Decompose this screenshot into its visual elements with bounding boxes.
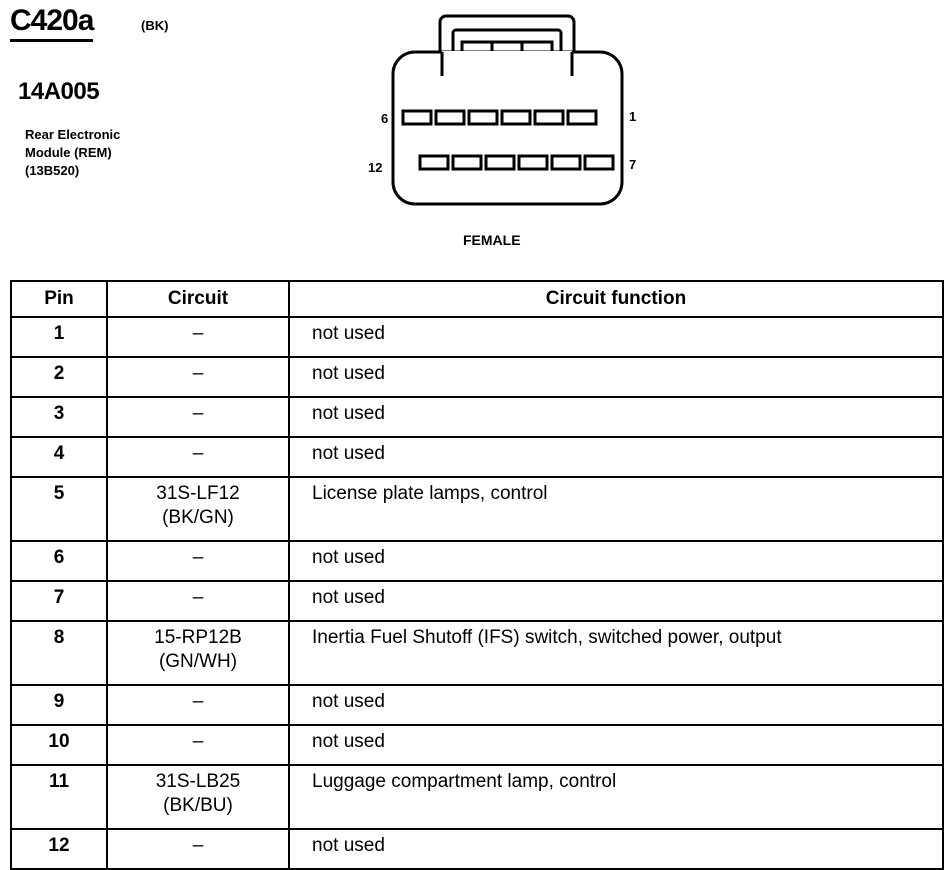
connector-id: C420a — [10, 4, 93, 42]
circuit-id: – — [192, 403, 204, 424]
table-row — [11, 685, 943, 725]
pin-label-bottom-left: 12 — [368, 160, 383, 175]
pin-table — [10, 280, 944, 870]
pin-label-top-right: 1 — [629, 109, 637, 124]
pin-table-header-row — [11, 281, 943, 317]
connector-gender-label: FEMALE — [463, 232, 521, 248]
circuit-cell — [107, 725, 289, 765]
circuit-wire-color: (GN/WH) — [158, 651, 238, 672]
circuit-cell — [107, 437, 289, 477]
pin-label-top-left: 6 — [381, 111, 389, 126]
circuit-cell — [107, 621, 289, 685]
function-column-header: Circuit function — [289, 281, 943, 317]
table-row — [11, 621, 943, 685]
module-description-line: (13B520) — [25, 163, 80, 178]
table-row — [11, 397, 943, 437]
pin-number-cell: 8 — [11, 621, 107, 685]
connector-latch-cover — [442, 51, 572, 57]
circuit-function-cell: not used — [289, 541, 943, 581]
terminal-cavity — [420, 156, 448, 169]
circuit-id: – — [192, 547, 204, 568]
circuit-function-cell: not used — [289, 357, 943, 397]
table-row — [11, 725, 943, 765]
circuit-id: – — [192, 835, 204, 856]
circuit-function-cell: not used — [289, 397, 943, 437]
circuit-cell — [107, 541, 289, 581]
pin-number-cell: 4 — [11, 437, 107, 477]
table-row — [11, 477, 943, 541]
terminal-cavity — [469, 111, 497, 124]
circuit-function-cell: not used — [289, 725, 943, 765]
terminal-cavity — [502, 111, 530, 124]
circuit-cell — [107, 581, 289, 621]
table-row — [11, 829, 943, 869]
circuit-id: 31S-LF12 — [156, 483, 240, 504]
connector-face-diagram — [360, 14, 660, 214]
module-description-line: Rear Electronic — [25, 127, 121, 142]
pin-number-cell: 12 — [11, 829, 107, 869]
table-row — [11, 437, 943, 477]
circuit-function-cell: not used — [289, 437, 943, 477]
circuit-function-cell: not used — [289, 581, 943, 621]
circuit-id: – — [192, 363, 204, 384]
circuit-wire-color: (BK/GN) — [162, 507, 234, 528]
pin-number-cell: 10 — [11, 725, 107, 765]
terminal-cavity — [403, 111, 431, 124]
circuit-id: – — [192, 323, 204, 344]
circuit-id: 15-RP12B — [154, 627, 242, 648]
circuit-function-cell: not used — [289, 317, 943, 357]
connector-body — [393, 52, 622, 204]
circuit-function-cell: not used — [289, 829, 943, 869]
circuit-id: – — [192, 691, 204, 712]
table-row — [11, 581, 943, 621]
table-row — [11, 357, 943, 397]
pin-label-bottom-right: 7 — [629, 157, 637, 172]
circuit-cell — [107, 357, 289, 397]
pin-number-cell: 11 — [11, 765, 107, 829]
pin-number-cell: 6 — [11, 541, 107, 581]
table-row — [11, 317, 943, 357]
module-description — [25, 126, 205, 180]
module-description-line: Module (REM) — [25, 145, 112, 160]
pin-column-header: Pin — [11, 281, 107, 317]
terminal-cavity — [519, 156, 547, 169]
connector-color-code: (BK) — [141, 18, 169, 33]
table-row — [11, 541, 943, 581]
circuit-wire-color: (BK/BU) — [163, 795, 233, 816]
circuit-id: – — [192, 731, 204, 752]
circuit-id: 31S-LB25 — [155, 771, 241, 792]
pin-table-body — [11, 317, 943, 869]
circuit-function-cell: Luggage compartment lamp, control — [289, 765, 943, 829]
circuit-function-cell: not used — [289, 685, 943, 725]
circuit-cell — [107, 685, 289, 725]
terminal-cavity — [486, 156, 514, 169]
terminal-cavity — [585, 156, 613, 169]
circuit-cell — [107, 477, 289, 541]
circuit-column-header: Circuit — [107, 281, 289, 317]
circuit-id: – — [192, 443, 204, 464]
circuit-function-cell: License plate lamps, control — [289, 477, 943, 541]
circuit-cell — [107, 765, 289, 829]
pin-number-cell: 1 — [11, 317, 107, 357]
pin-number-cell: 9 — [11, 685, 107, 725]
circuit-id: – — [192, 587, 204, 608]
pin-number-cell: 7 — [11, 581, 107, 621]
terminal-cavity — [453, 156, 481, 169]
terminal-cavity — [436, 111, 464, 124]
circuit-function-cell: Inertia Fuel Shutoff (IFS) switch, switched power, output — [289, 621, 943, 685]
terminal-cavity — [552, 156, 580, 169]
terminal-cavity — [568, 111, 596, 124]
pin-number-cell: 5 — [11, 477, 107, 541]
circuit-cell — [107, 829, 289, 869]
pin-number-cell: 3 — [11, 397, 107, 437]
table-row — [11, 765, 943, 829]
circuit-cell — [107, 397, 289, 437]
terminal-cavity — [535, 111, 563, 124]
circuit-cell — [107, 317, 289, 357]
part-number: 14A005 — [18, 78, 100, 105]
pin-number-cell: 2 — [11, 357, 107, 397]
